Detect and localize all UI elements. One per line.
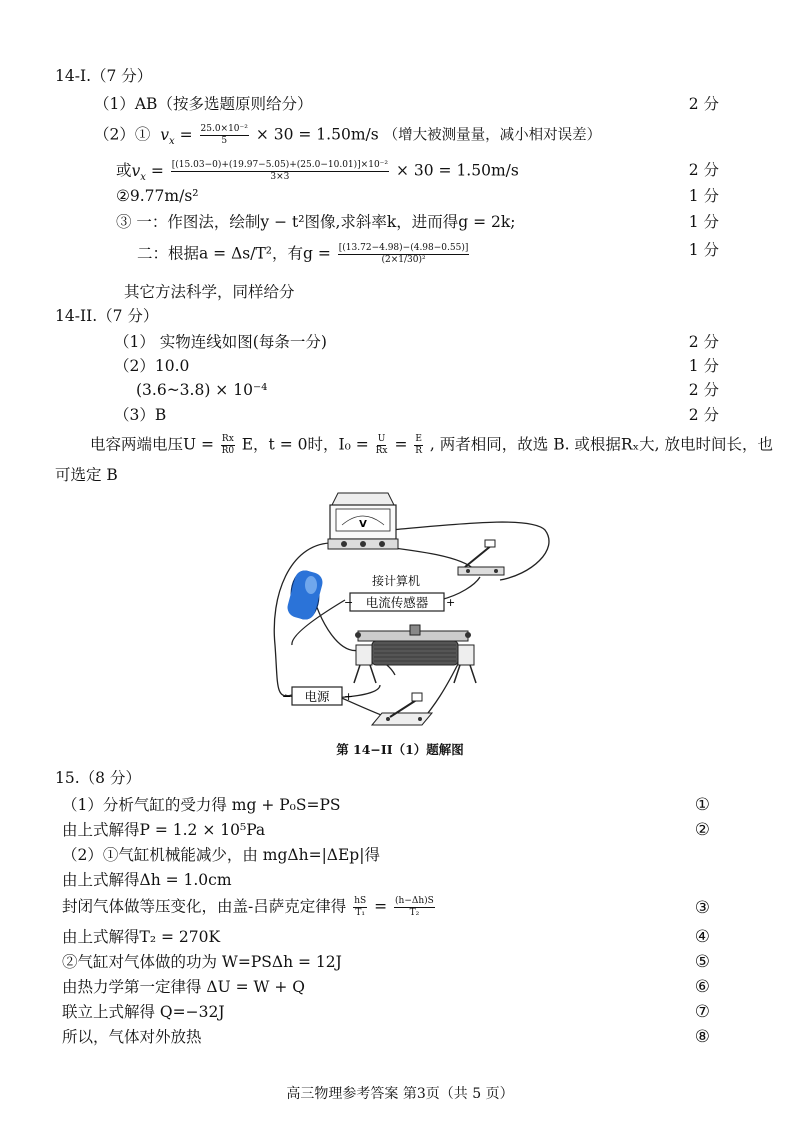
circuit-figure [260,485,570,740]
power-supply-label: 电源 [304,689,330,704]
current-sensor-label: 电流传感器 [365,595,429,610]
q15-row: 所以，气体对外放热 [62,1028,202,1046]
current-sensor [344,593,455,611]
q14ii-line1: （1） 实物连线如图(每条一分) [114,333,327,351]
q15-row: 由热力学第一定律得 ΔU = W + Q [62,978,306,996]
q14i-line7: 其它方法科学，同样给分 [124,283,295,301]
q15-row: 由上式解得T₂ = 270K [62,928,221,946]
power-minus: − [282,690,292,703]
score: 1 分 [688,357,719,375]
voltmeter [328,493,398,549]
power-plus: + [344,690,354,703]
step-mark: ④ [694,927,710,947]
rheostat [354,625,476,683]
score: 1 分 [688,213,719,231]
figure-caption: 第 14−II（1）题解图 [336,742,464,757]
voltmeter-label: V [359,519,367,530]
q14i-line1: （1）AB（按多选题原则给分） [94,95,313,113]
q14ii-line2: （2）10.0 [114,357,190,375]
sensor-plus: + [446,596,456,609]
power-supply [282,687,353,705]
q14i-header: 14-I.（7 分） [55,67,153,85]
score: 2 分 [688,161,719,179]
step-mark: ③ [694,898,710,918]
q15-row: 联立上式解得 Q=−32J [62,1003,225,1021]
q15-row: 由上式解得Δh = 1.0cm [62,871,232,889]
capacitor [285,568,324,622]
q14i-line2: （2）① $v_x$ = $\frac{\text{25.0×10⁻²}}{5}$ × 30 = 1.50m/s （增大被测量量，减小相对误差） [94,124,602,147]
q15-row: （1）分析气缸的受力得 mg + P₀S=PS [62,796,341,814]
q14ii-line3: (3.6~3.8) × 10⁻⁴ [136,381,268,399]
switch-top [458,540,504,575]
to-computer-label: 接计算机 [372,574,421,588]
step-mark: ⑥ [694,977,710,997]
score: 2 分 [688,406,719,424]
q14ii-line6: 可选定 B [55,466,118,484]
q14ii-line4: （3）B [114,406,167,424]
score: 2 分 [688,95,719,113]
score: 1 分 [688,187,719,205]
q15-row: ②气缸对气体做的功为 W=PSΔh = 12J [62,953,342,971]
q15-row: 封闭气体做等压变化，由盖-吕萨克定律得 $\frac{hS}{\text{T₁}}$ = $\frac{(h-\Delta h)S}{\text{T₂}}$ [62,896,434,918]
score: 1 分 [688,241,719,259]
page-footer: 高三物理参考答案 第3页（共 5 页） [286,1086,514,1102]
score: 2 分 [688,333,719,351]
step-mark: ⑧ [694,1027,710,1047]
q15-row: 由上式解得P = 1.2 × 10⁵Pa [62,821,266,839]
step-mark: ⑤ [694,952,710,972]
sensor-minus: − [344,596,354,609]
switch-bottom [372,693,432,725]
step-mark: ① [694,795,710,815]
step-mark: ⑦ [694,1002,710,1022]
q14ii-line5: 电容两端电压U = $\frac{Rx}{R0}$ E，t = 0时，I₀ = $\frac{U}{Rx}$ = $\frac{E}{R}$ , 两者相同，故选 B. 或根据Rₓ大, 放电时间长，也 [90,434,774,456]
q14ii-header: 14-II.（7 分） [55,307,159,325]
score: 2 分 [688,381,719,399]
q14i-line6: 二：根据a = Δs/T²，有g = $\frac{[(13.72-4.98)-(4.98-0.55)]}{\text{(2×1/30)²}}$ [137,243,469,265]
q15-header: 15.（8 分） [55,769,141,787]
step-mark: ② [694,820,710,840]
q15-row: （2）①气缸机械能减少，由 mgΔh=|ΔEp|得 [62,846,380,864]
q14i-line5: ③ 一：作图法，绘制y − t²图像,求斜率k，进而得g = 2k; [116,213,516,231]
q14i-line4: ②9.77m/s² [116,187,199,205]
q14i-line3: 或$v_x$ = $\frac{\text{[(15.03−0)+(19.97−5.05)+(25.0−10.01)]×10⁻²}}{3\times 3}$ × 30 = 1.50m/s [116,160,519,183]
